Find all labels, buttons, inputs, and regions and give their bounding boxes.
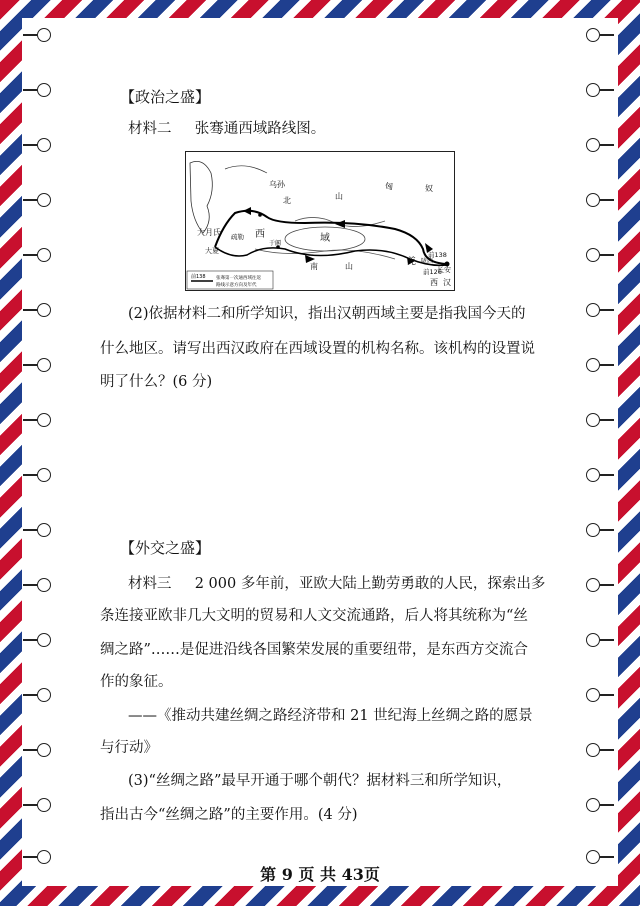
label-xihan-2: 汉	[443, 278, 451, 287]
label-shule: 疏勒	[231, 233, 244, 241]
binder-ring-icon	[37, 633, 51, 647]
binder-ring-icon	[586, 413, 600, 427]
label-year126: 前126	[423, 268, 442, 276]
binder-ring-icon	[586, 468, 600, 482]
binder-ring-icon	[586, 578, 600, 592]
label-yutian: 于阗	[269, 240, 282, 247]
binder-ring-icon	[37, 193, 51, 207]
label-xiongnu-2: 奴	[425, 184, 433, 193]
binder-ring-icon	[586, 523, 600, 537]
section-heading-politics: 【政治之盛】	[120, 88, 211, 106]
label-qiang: 羌	[407, 257, 417, 267]
material3-source-1: ——《推动共建丝绸之路经济带和 21 世纪海上丝绸之路的愿景	[128, 708, 533, 724]
binder-ring-icon	[37, 28, 51, 42]
label-shan2: 山	[345, 262, 353, 271]
footer-di: 第	[260, 865, 277, 884]
question3-line1: (3)“丝绸之路”最早开通于哪个朝代？据材料三和所学知识，	[128, 773, 512, 789]
material3-line2: 条连接亚欧非几大文明的贸易和人文交流通路，后人将其统称为“丝	[100, 608, 528, 624]
binder-ring-icon	[37, 358, 51, 372]
footer-ye1: 页	[298, 865, 315, 884]
binder-ring-icon	[37, 468, 51, 482]
binder-ring-icon	[586, 798, 600, 812]
binder-ring-icon	[586, 633, 600, 647]
label-shan1: 山	[335, 192, 343, 201]
footer-page-current: 9	[281, 865, 293, 884]
binder-ring-icon	[586, 688, 600, 702]
label-xihan-1: 西	[430, 278, 438, 287]
footer-page-total: 43	[341, 865, 364, 884]
label-yu: 域	[320, 233, 330, 244]
binder-ring-icon	[586, 303, 600, 317]
binder-ring-icon	[586, 193, 600, 207]
label-xi: 西	[255, 229, 265, 240]
material3-label: 材料三	[128, 576, 172, 592]
material3-source-2: 与行动》	[100, 740, 158, 756]
label-nanshan: 南	[310, 262, 318, 271]
material2-heading	[128, 119, 325, 139]
binder-ring-icon	[37, 83, 51, 97]
binder-ring-icon	[37, 523, 51, 537]
footer-gong: 共	[320, 865, 337, 884]
binder-ring-icon	[586, 358, 600, 372]
binder-ring-icon	[37, 413, 51, 427]
label-dayue: 大月氏	[197, 228, 221, 237]
question2-line3: 明了什么？(6 分)	[100, 374, 213, 390]
material2-label: 材料二	[128, 121, 172, 137]
label-year138: 前138	[428, 251, 447, 259]
question3-line2: 指出古今“丝绸之路”的主要作用。(4 分)	[100, 807, 358, 823]
legend-year: 前138	[191, 274, 206, 280]
material3-line4: 作的象征。	[100, 674, 173, 690]
binder-ring-icon	[586, 83, 600, 97]
zhang-qian-route-map	[185, 151, 455, 291]
question2-line2: 什么地区。请写出西汉政府在西域设置的机构名称。该机构的设置说	[100, 341, 535, 357]
legend-text-2: 路线示意方向及年代	[216, 283, 257, 288]
binder-ring-icon	[37, 248, 51, 262]
label-changan: 长安	[437, 266, 451, 274]
binder-ring-icon	[37, 743, 51, 757]
binder-ring-icon	[586, 138, 600, 152]
question2-line1: (2)依据材料二和所学知识，指出汉朝西域主要是指我国今天的	[128, 306, 526, 322]
material3-line1	[128, 574, 545, 594]
label-wusun: 乌孙	[269, 180, 285, 189]
binder-ring-icon	[37, 798, 51, 812]
binder-ring-icon	[37, 578, 51, 592]
binder-ring-icon	[586, 248, 600, 262]
section-heading-diplomacy: 【外交之盛】	[120, 539, 211, 557]
label-longxi: 陇西	[421, 258, 434, 265]
binder-ring-icon	[37, 138, 51, 152]
binder-ring-icon	[37, 688, 51, 702]
material3-text-1: 2 000 多年前，亚欧大陆上勤劳勇敢的人民，探索出多	[194, 576, 546, 592]
page-footer	[0, 862, 640, 885]
label-daxia: 大夏	[205, 247, 219, 255]
material2-text: 张骞通西域路线图。	[194, 121, 326, 137]
material3-line3: 绸之路”……是促进沿线各国繁荣发展的重要纽带，是东西方交流合	[100, 642, 528, 658]
label-bei: 北	[283, 196, 291, 205]
binder-ring-icon	[37, 303, 51, 317]
city-dot	[258, 213, 262, 217]
footer-ye2: 页	[363, 865, 380, 884]
label-xiongnu-1: 匈	[385, 182, 393, 191]
map-frame	[186, 152, 455, 291]
binder-ring-icon	[586, 28, 600, 42]
legend-text-1: 张骞第一次通西域往返	[216, 276, 261, 281]
binder-ring-icon	[586, 743, 600, 757]
